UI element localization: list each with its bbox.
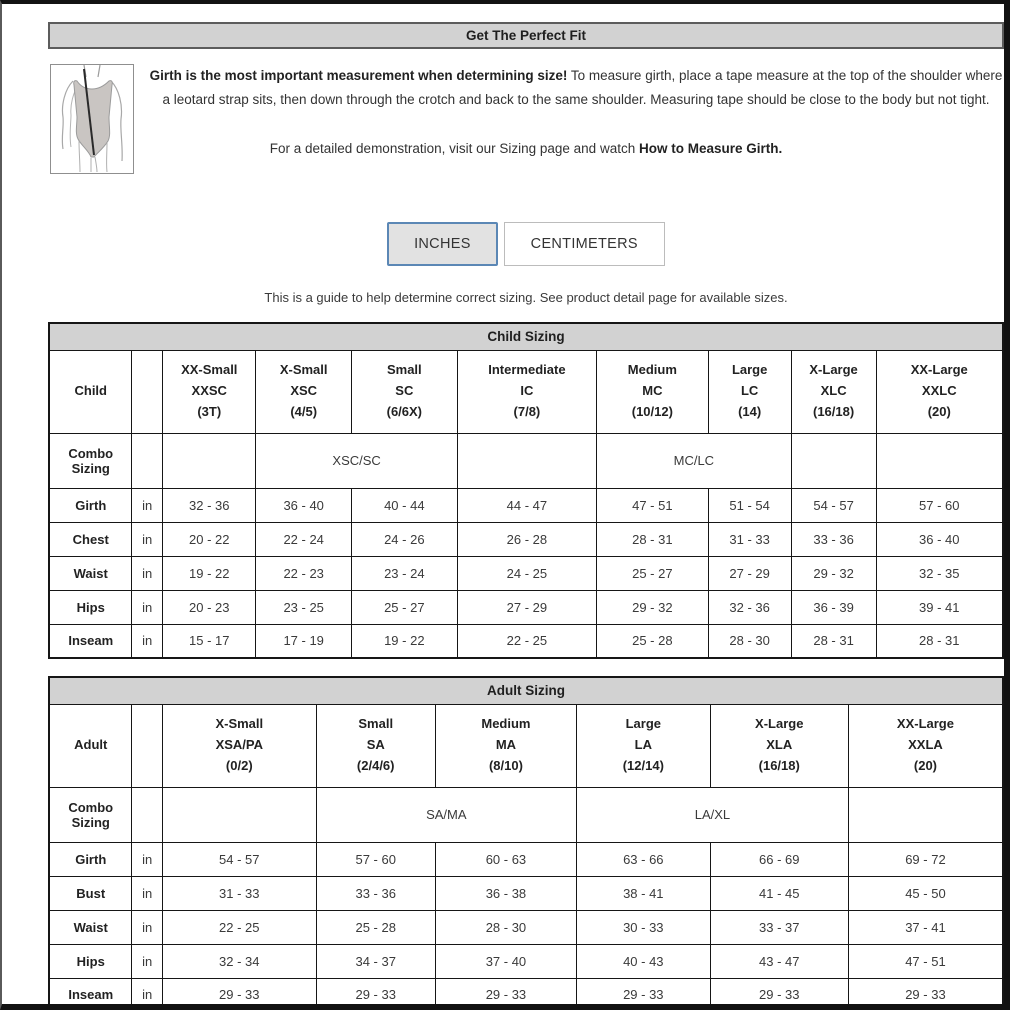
child_table-row-label: Inseam — [49, 624, 132, 658]
centimeters-button[interactable]: CENTIMETERS — [504, 222, 665, 266]
adult_table-col-code: XXLA — [908, 737, 943, 753]
child_table-group-label: Child — [49, 350, 132, 433]
child_table-combo-cell: MC/LC — [597, 433, 792, 488]
adult_table-col-header — [577, 704, 711, 787]
child_table-combo-unit — [132, 433, 163, 488]
child_table-col-header — [708, 350, 791, 433]
child_table-value-cell: 24 - 25 — [457, 556, 596, 590]
child_table-value-cell: 28 - 31 — [876, 624, 1003, 658]
child_table-col-name: Intermediate — [488, 362, 566, 378]
adult_table-combo-cell — [848, 787, 1003, 842]
adult_table-col-sizes: (12/14) — [622, 757, 664, 773]
child_table-col-code: XSC — [290, 383, 318, 399]
child_table-col-header — [597, 350, 709, 433]
child_table-value-cell: 22 - 23 — [256, 556, 351, 590]
child_table-col-sizes: (6/6X) — [386, 403, 423, 419]
adult_table-value-cell: 69 - 72 — [848, 842, 1003, 876]
child_table-value-cell: 28 - 31 — [597, 522, 709, 556]
adult_table-row-label: Waist — [49, 910, 132, 944]
adult_table-row-label: Hips — [49, 944, 132, 978]
child_table-col-header — [791, 350, 876, 433]
adult_table-title-row — [49, 677, 1003, 704]
adult_table-col-name: Medium — [481, 716, 531, 732]
adult_table-group-label: Adult — [49, 704, 132, 787]
adult_table-value-cell: 63 - 66 — [577, 842, 711, 876]
adult_table-value-cell: 25 - 28 — [316, 910, 435, 944]
sizing-guide-note: This is a guide to help determine correct sizing. See product detail page for available sizes. — [264, 290, 788, 305]
child_table-value-cell: 27 - 29 — [708, 556, 791, 590]
adult_table-value-cell: 28 - 30 — [435, 910, 576, 944]
child_table-value-cell: 17 - 19 — [256, 624, 351, 658]
adult_table-value-cell: 29 - 33 — [577, 978, 711, 1010]
adult_table-col-name: Large — [625, 716, 661, 732]
child_table-value-cell: 33 - 36 — [791, 522, 876, 556]
leotard-girth-illustration — [51, 65, 133, 173]
adult_table-value-cell: 40 - 43 — [577, 944, 711, 978]
child_table-value-cell: 25 - 28 — [597, 624, 709, 658]
child_table-unit-header — [132, 350, 163, 433]
child_table-value-cell: 20 - 22 — [163, 522, 256, 556]
adult_table-unit-header — [132, 704, 163, 787]
page-content — [2, 4, 1004, 1010]
child_table-value-cell: 32 - 35 — [876, 556, 1003, 590]
child_table-value-cell: 28 - 31 — [791, 624, 876, 658]
child_table-value-cell: 19 - 22 — [163, 556, 256, 590]
child_table-col-sizes: (3T) — [197, 403, 222, 419]
child_table-value-cell: 39 - 41 — [876, 590, 1003, 624]
child_table-value-cell: 36 - 40 — [256, 488, 351, 522]
child_table-col-code: SC — [395, 383, 414, 399]
child_table-data-row — [49, 522, 1003, 556]
adult_table-col-code: MA — [495, 737, 517, 753]
child_table-row-unit: in — [132, 488, 163, 522]
adult_table-col-header — [710, 704, 848, 787]
child_table-value-cell: 20 - 23 — [163, 590, 256, 624]
child_table-title-row — [49, 323, 1003, 350]
adult_table-col-name: Small — [358, 716, 394, 732]
adult_table-row-unit: in — [132, 944, 163, 978]
child_table-col-code: IC — [520, 383, 534, 399]
child_table-col-sizes: (4/5) — [290, 403, 318, 419]
adult_table-value-cell: 54 - 57 — [163, 842, 317, 876]
adult_table-value-cell: 32 - 34 — [163, 944, 317, 978]
child_table-col-header — [256, 350, 351, 433]
child_table-col-name: Small — [386, 362, 422, 378]
adult_table-col-header — [163, 704, 317, 787]
child_table-combo-cell — [791, 433, 876, 488]
child_table-data-row — [49, 624, 1003, 658]
child_table-value-cell: 22 - 24 — [256, 522, 351, 556]
child_table-value-cell: 44 - 47 — [457, 488, 596, 522]
adult_table-title: Adult Sizing — [49, 677, 1003, 704]
child_table-value-cell: 57 - 60 — [876, 488, 1003, 522]
child_table-col-code: XXLC — [921, 383, 957, 399]
adult_table-value-cell: 30 - 33 — [577, 910, 711, 944]
adult_table-col-sizes: (2/4/6) — [356, 757, 395, 773]
adult_table-col-header — [435, 704, 576, 787]
page-title — [48, 22, 1004, 49]
demo-instructions — [48, 141, 1004, 156]
unit-toggle — [48, 222, 1004, 266]
adult_table-col-code: XLA — [766, 737, 793, 753]
adult_table-value-cell: 43 - 47 — [710, 944, 848, 978]
child_table-value-cell: 29 - 32 — [791, 556, 876, 590]
child_table-value-cell: 19 - 22 — [351, 624, 457, 658]
child_table-combo-label: Combo Sizing — [49, 433, 132, 488]
child_table-col-name: XX-Small — [181, 362, 238, 378]
child_table-col-header — [876, 350, 1003, 433]
child_table-col-name: Medium — [627, 362, 677, 378]
adult_table-value-cell: 47 - 51 — [848, 944, 1003, 978]
child_table-data-row — [49, 556, 1003, 590]
child_table-row-label: Chest — [49, 522, 132, 556]
adult_table-header-row — [49, 704, 1003, 787]
child_table-row-label: Girth — [49, 488, 132, 522]
child_table-value-cell: 36 - 39 — [791, 590, 876, 624]
adult_table-row-unit: in — [132, 910, 163, 944]
child_table-row-unit: in — [132, 556, 163, 590]
adult_table-value-cell: 57 - 60 — [316, 842, 435, 876]
child_table-combo-row — [49, 433, 1003, 488]
child_table-value-cell: 23 - 24 — [351, 556, 457, 590]
adult_table-value-cell: 29 - 33 — [710, 978, 848, 1010]
adult_table-col-sizes: (20) — [913, 757, 938, 773]
child_table-value-cell: 31 - 33 — [708, 522, 791, 556]
adult_table-row-label: Inseam — [49, 978, 132, 1010]
child_table-value-cell: 22 - 25 — [457, 624, 596, 658]
adult_table-value-cell: 37 - 40 — [435, 944, 576, 978]
child_table-value-cell: 32 - 36 — [163, 488, 256, 522]
child-sizing-table — [48, 322, 1004, 659]
adult_table-value-cell: 45 - 50 — [848, 876, 1003, 910]
girth-instructions — [148, 62, 1004, 111]
adult_table-value-cell: 36 - 38 — [435, 876, 576, 910]
adult_table-combo-cell — [163, 787, 317, 842]
child_table-data-row — [49, 590, 1003, 624]
intro-section — [48, 62, 1004, 180]
child_table-value-cell: 23 - 25 — [256, 590, 351, 624]
adult_table-value-cell: 22 - 25 — [163, 910, 317, 944]
adult_table-value-cell: 29 - 33 — [316, 978, 435, 1010]
child_table-col-code: MC — [642, 383, 663, 399]
girth-instructions-bold: Girth is the most important measurement when determining size! — [149, 68, 568, 83]
demo-instructions-bold: How to Measure Girth. — [638, 141, 783, 157]
adult_table-row-unit: in — [132, 978, 163, 1010]
child_table-value-cell: 25 - 27 — [351, 590, 457, 624]
adult_table-row-unit: in — [132, 876, 163, 910]
leotard-figure-image — [50, 64, 134, 174]
adult_table-value-cell: 66 - 69 — [710, 842, 848, 876]
adult_table-data-row — [49, 842, 1003, 876]
adult_table-col-header — [316, 704, 435, 787]
child_table-combo-cell — [163, 433, 256, 488]
child_table-col-header — [163, 350, 256, 433]
adult_table-value-cell: 37 - 41 — [848, 910, 1003, 944]
child_table-row-unit: in — [132, 624, 163, 658]
adult_table-data-row — [49, 910, 1003, 944]
adult_table-value-cell: 33 - 37 — [710, 910, 848, 944]
child_table-value-cell: 24 - 26 — [351, 522, 457, 556]
adult_table-row-unit: in — [132, 842, 163, 876]
adult_table-value-cell: 60 - 63 — [435, 842, 576, 876]
child_table-col-code: XXSC — [191, 383, 227, 399]
child_table-header-row — [49, 350, 1003, 433]
adult_table-data-row — [49, 978, 1003, 1010]
girth-instructions-rest: To measure girth, place a tape measure at the top of the shoulder where a leotard strap sits, then down through the crotch and back to the same shoulder. Measuring tape should be close to the body but not tight. — [162, 68, 1003, 107]
adult_table-col-header — [848, 704, 1003, 787]
child_table-value-cell: 27 - 29 — [457, 590, 596, 624]
child_table-col-name: X-Small — [279, 362, 328, 378]
child_table-row-unit: in — [132, 522, 163, 556]
adult_table-value-cell: 34 - 37 — [316, 944, 435, 978]
adult_table-col-code: XSA/PA — [215, 737, 264, 753]
adult_table-combo-cell: LA/XL — [577, 787, 849, 842]
child_table-row-label: Waist — [49, 556, 132, 590]
child_table-combo-cell — [876, 433, 1003, 488]
child_table-value-cell: 36 - 40 — [876, 522, 1003, 556]
adult_table-data-row — [49, 944, 1003, 978]
page-title-text: Get The Perfect Fit — [465, 28, 587, 43]
child_table-col-sizes: (20) — [927, 403, 951, 419]
adult_table-data-row — [49, 876, 1003, 910]
child_table-value-cell: 25 - 27 — [597, 556, 709, 590]
adult_table-col-sizes: (8/10) — [488, 757, 523, 773]
child_table-data-row — [49, 488, 1003, 522]
child_table-value-cell: 15 - 17 — [163, 624, 256, 658]
child_table-row-unit: in — [132, 590, 163, 624]
adult_table-col-name: XX-Large — [896, 716, 954, 732]
child_table-col-name: Large — [731, 362, 768, 378]
child_table-value-cell: 51 - 54 — [708, 488, 791, 522]
adult_table-col-code: LA — [634, 737, 652, 753]
child_table-col-code: LC — [740, 383, 759, 399]
child_table-row-label: Hips — [49, 590, 132, 624]
child_table-value-cell: 26 - 28 — [457, 522, 596, 556]
child_table-value-cell: 40 - 44 — [351, 488, 457, 522]
child_table-col-header — [351, 350, 457, 433]
adult_table-value-cell: 31 - 33 — [163, 876, 317, 910]
child_table-value-cell: 29 - 32 — [597, 590, 709, 624]
adult_table-combo-cell: SA/MA — [316, 787, 576, 842]
adult_table-combo-row — [49, 787, 1003, 842]
demo-instructions-prefix: For a detailed demonstration, visit our Sizing page and watch — [269, 141, 639, 157]
adult_table-value-cell: 29 - 33 — [163, 978, 317, 1010]
adult_table-col-code: SA — [366, 737, 385, 753]
child_table-combo-cell — [457, 433, 596, 488]
adult-sizing-table — [48, 676, 1004, 1010]
adult_table-row-label: Girth — [49, 842, 132, 876]
child_table-value-cell: 32 - 36 — [708, 590, 791, 624]
adult_table-row-label: Bust — [49, 876, 132, 910]
child_table-col-sizes: (10/12) — [631, 403, 673, 419]
child_table-col-code: XLC — [820, 383, 847, 399]
adult_table-value-cell: 29 - 33 — [848, 978, 1003, 1010]
child_table-value-cell: 28 - 30 — [708, 624, 791, 658]
adult_table-value-cell: 38 - 41 — [577, 876, 711, 910]
child_table-title: Child Sizing — [49, 323, 1003, 350]
inches-button[interactable]: INCHES — [387, 222, 498, 266]
adult_table-value-cell: 33 - 36 — [316, 876, 435, 910]
adult_table-value-cell: 29 - 33 — [435, 978, 576, 1010]
child_table-value-cell: 54 - 57 — [791, 488, 876, 522]
adult_table-col-sizes: (16/18) — [758, 757, 800, 773]
adult_table-col-name: X-Small — [215, 716, 264, 732]
child_table-col-name: XX-Large — [910, 362, 968, 378]
child_table-combo-cell: XSC/SC — [256, 433, 457, 488]
child_table-col-header — [457, 350, 596, 433]
child_table-col-sizes: (16/18) — [812, 403, 855, 419]
child_table-value-cell: 47 - 51 — [597, 488, 709, 522]
child_table-col-sizes: (14) — [738, 403, 762, 419]
adult_table-combo-label: Combo Sizing — [49, 787, 132, 842]
adult_table-col-name: X-Large — [755, 716, 804, 732]
child_table-col-sizes: (7/8) — [513, 403, 541, 419]
child_table-col-name: X-Large — [809, 362, 858, 378]
adult_table-combo-unit — [132, 787, 163, 842]
adult_table-col-sizes: (0/2) — [225, 757, 253, 773]
adult_table-value-cell: 41 - 45 — [710, 876, 848, 910]
